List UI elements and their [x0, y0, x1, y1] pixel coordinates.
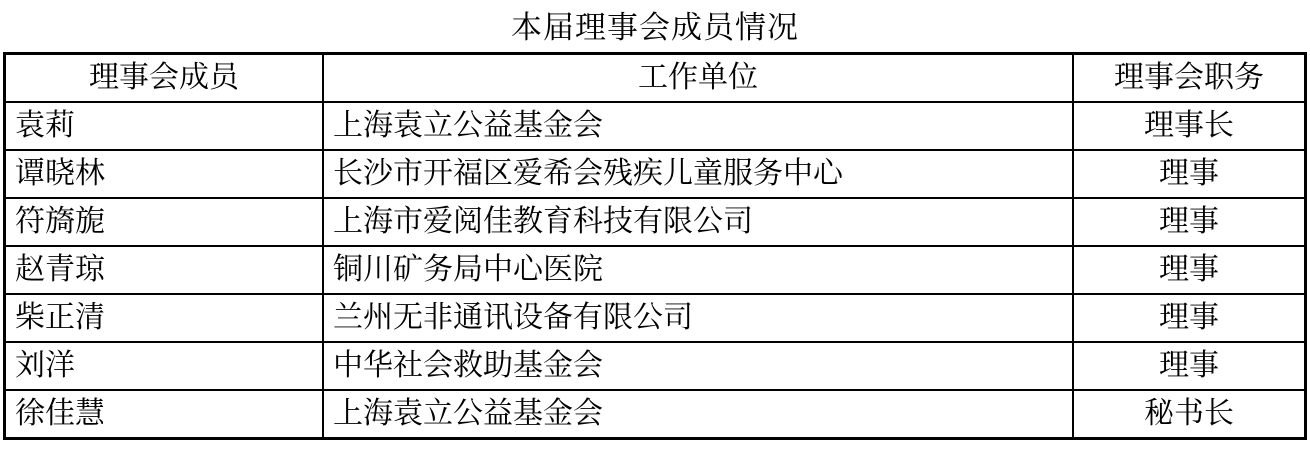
board-members-table	[3, 52, 1307, 440]
cell-organization: 长沙市开福区爱希会残疾儿童服务中心	[323, 150, 1073, 198]
cell-name: 谭晓林	[5, 150, 324, 198]
cell-name: 徐佳慧	[5, 390, 324, 439]
cell-position: 理事	[1073, 342, 1306, 390]
table-row	[5, 150, 1306, 198]
cell-organization: 上海袁立公益基金会	[323, 390, 1073, 439]
table-row	[5, 294, 1306, 342]
cell-name: 袁莉	[5, 102, 324, 150]
cell-position: 理事长	[1073, 102, 1306, 150]
table-row	[5, 342, 1306, 390]
cell-organization: 兰州无非通讯设备有限公司	[323, 294, 1073, 342]
cell-name: 柴正清	[5, 294, 324, 342]
page-title: 本届理事会成员情况	[511, 10, 799, 45]
cell-organization: 上海袁立公益基金会	[323, 102, 1073, 150]
cell-position: 理事	[1073, 246, 1306, 294]
cell-name: 刘洋	[5, 342, 324, 390]
table-row	[5, 198, 1306, 246]
column-header-position: 理事会职务	[1073, 54, 1306, 103]
table-header-row	[5, 54, 1306, 103]
cell-position: 理事	[1073, 150, 1306, 198]
cell-name: 符旖旎	[5, 198, 324, 246]
cell-position: 理事	[1073, 294, 1306, 342]
table-row	[5, 102, 1306, 150]
table-row	[5, 246, 1306, 294]
cell-name: 赵青琼	[5, 246, 324, 294]
cell-organization: 上海市爱阅佳教育科技有限公司	[323, 198, 1073, 246]
table-row	[5, 390, 1306, 439]
table-body	[5, 102, 1306, 439]
table-head	[5, 54, 1306, 103]
cell-position: 理事	[1073, 198, 1306, 246]
cell-organization: 铜川矿务局中心医院	[323, 246, 1073, 294]
column-header-organization: 工作单位	[323, 54, 1073, 103]
column-header-name: 理事会成员	[5, 54, 324, 103]
cell-organization: 中华社会救助基金会	[323, 342, 1073, 390]
cell-position: 秘书长	[1073, 390, 1306, 439]
